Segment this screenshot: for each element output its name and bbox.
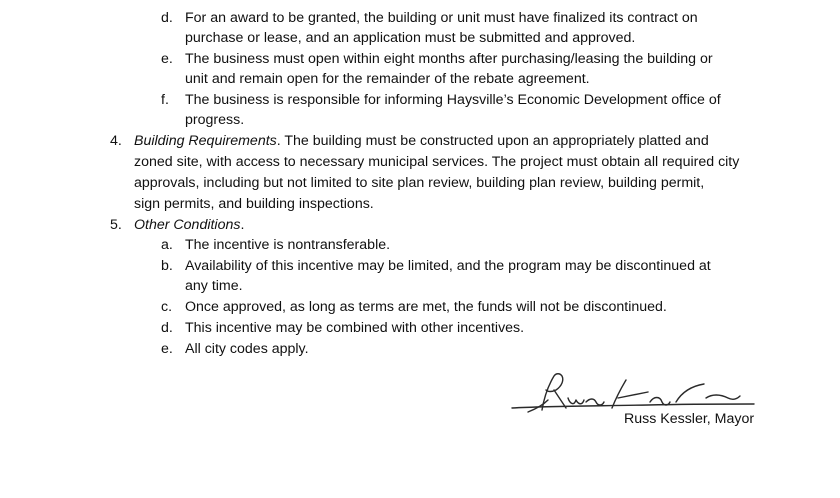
- section-5-heading: Other Conditions: [134, 217, 241, 233]
- list-item-f-line1: The business is responsible for informing Haysville’s Economic Development office of: [185, 92, 721, 108]
- list-marker-5b: b.: [161, 258, 173, 274]
- section-4-line2: zoned site, with access to necessary municipal services. The project must obtain all required city: [134, 154, 740, 170]
- list-marker-f: f.: [161, 92, 169, 108]
- section-4-line3: approvals, including but not limited to site plan review, building plan review, building permit,: [134, 175, 705, 191]
- section-marker-4: 4.: [110, 133, 122, 149]
- list-item-5e-line1: All city codes apply.: [185, 341, 309, 357]
- list-item-f-line2: progress.: [185, 112, 245, 128]
- section-4-line1: [134, 131, 709, 151]
- list-marker-5e: e.: [161, 341, 173, 357]
- list-marker-d: d.: [161, 10, 173, 26]
- list-item-5d-line1: This incentive may be combined with other incentives.: [185, 320, 525, 336]
- list-item-d-line1: For an award to be granted, the building or unit must have finalized its contract on: [185, 10, 698, 26]
- section-marker-5: 5.: [110, 217, 122, 233]
- section-4-line1-rest: . The building must be constructed upon an appropriately platted and: [276, 133, 709, 149]
- list-marker-5d: d.: [161, 320, 173, 336]
- list-item-5a-line1: The incentive is nontransferable.: [185, 237, 391, 253]
- section-5-line1: [134, 215, 244, 235]
- list-item-5c-line1: Once approved, as long as terms are met, the funds will not be discontinued.: [185, 299, 667, 315]
- list-item-d-line2: purchase or lease, and an application must be submitted and approved.: [185, 30, 636, 46]
- list-marker-5c: c.: [161, 299, 173, 315]
- signatory-name: Russ Kessler, Mayor: [624, 411, 755, 427]
- list-item-5b-line1: Availability of this incentive may be limited, and the program may be discontinued at: [185, 258, 711, 274]
- list-item-e-line2: unit and remain open for the remainder of the rebate agreement.: [185, 71, 590, 87]
- list-item-5b-line2: any time.: [185, 278, 243, 294]
- section-5-heading-rest: .: [240, 217, 245, 233]
- section-4-line4: sign permits, and building inspections.: [134, 196, 374, 212]
- section-4-heading: Building Requirements: [134, 133, 277, 149]
- list-item-e-line1: The business must open within eight months after purchasing/leasing the building or: [185, 51, 713, 67]
- list-marker-5a: a.: [161, 237, 173, 253]
- list-marker-e: e.: [161, 51, 173, 67]
